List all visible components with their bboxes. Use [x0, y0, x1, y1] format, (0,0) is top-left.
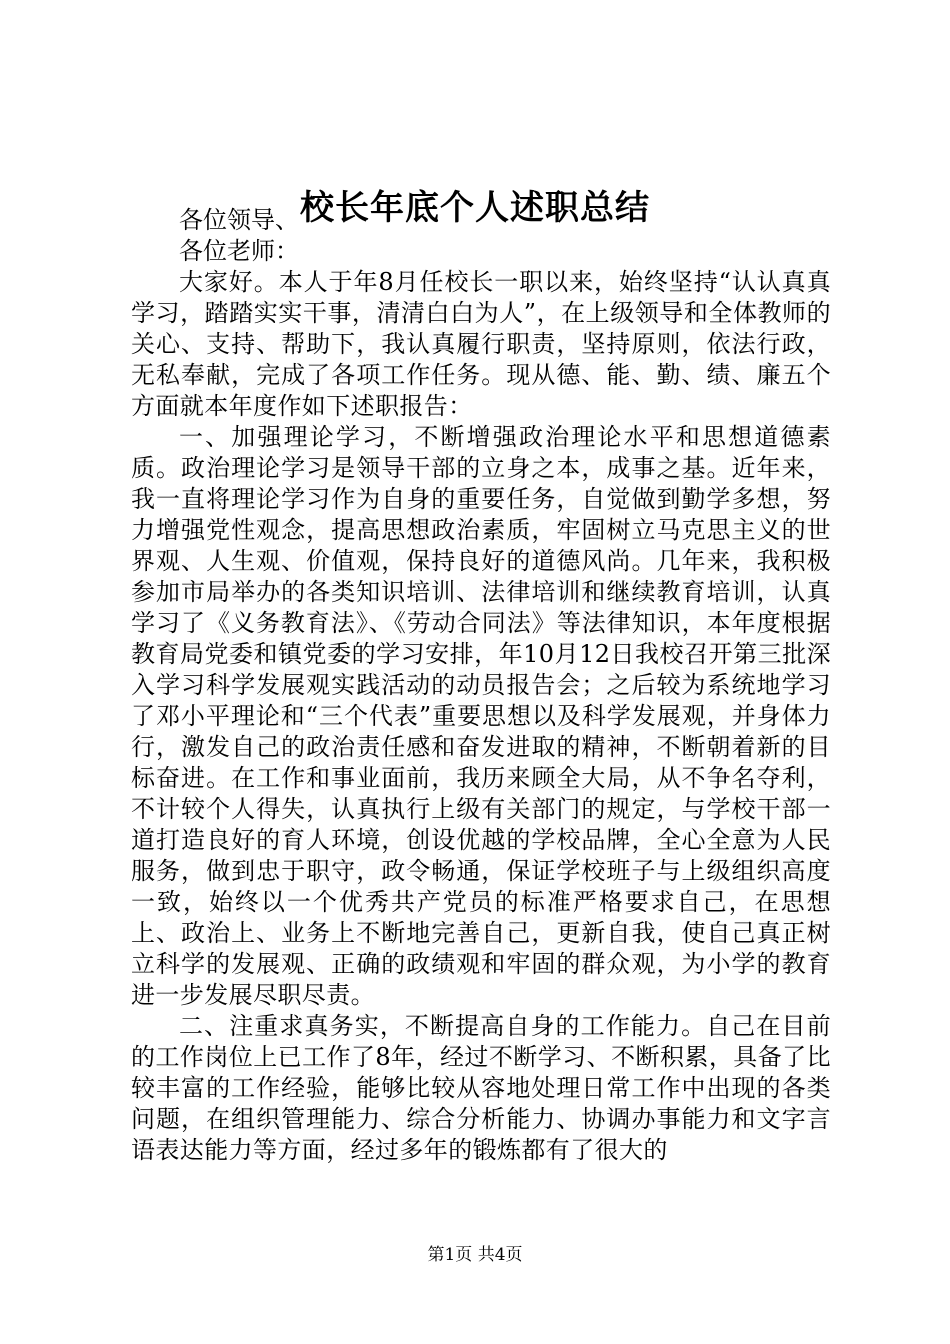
- document-body: [131, 205, 831, 1166]
- salutation-teachers: 各位老师：: [179, 237, 299, 265]
- paragraph-intro: 大家好。本人于年8月任校长一职以来，始终坚持“认认真真学习，踏踏实实干事，清清白白为人”，在上级领导和全体教师的关心、支持、帮助下，我认真履行职责，坚持原则，依法行政，无私奉献，完成了各项工作任务。现从德、能、勤、绩、廉五个方面就本年度作如下述职报告：: [131, 268, 831, 420]
- paragraph-theory-study: 一、加强理论学习，不断增强政治理论水平和思想道德素质。政治理论学习是领导干部的立身之本，成事之基。近年来，我一直将理论学习作为自身的重要任务，自觉做到勤学多想，努力增强党性观念，提高思想政治素质，牢固树立马克思主义的世界观、人生观、价值观，保持良好的道德风尚。几年来，我积极参加市局举办的各类知识培训、法律培训和继续教育培训，认真学习了《义务教育法》、《劳动合同法》等法律知识，本年度根据教育局党委和镇党委的学习安排，年10月12日我校召开第三批深入学习科学发展观实践活动的动员报告会；之后较为系统地学习了邓小平理论和“三个代表”重要思想以及科学发展观，并身体力行，激发自己的政治责任感和奋发进取的精神，不断朝着新的目标奋进。在工作和事业面前，我历来顾全大局，从不争名夺利，不计较个人得失，认真执行上级有关部门的规定，与学校干部一道打造良好的育人环境，创设优越的学校品牌，全心全意为人民服务，做到忠于职守，政令畅通，保证学校班子与上级组织高度一致，始终以一个优秀共产党员的标准严格要求自己，在思想上、政治上、业务上不断地完善自己，更新自我，使自己真正树立科学的发展观、正确的政绩观和牢固的群众观，为小学的教育进一步发展尽职尽责。: [131, 423, 831, 1009]
- salutation-leaders: 各位领导、: [179, 206, 299, 234]
- document-title: 校长年底个人述职总结: [300, 188, 650, 228]
- paragraph-work-ability: 二、注重求真务实，不断提高自身的工作能力。自己在目前的工作岗位上已工作了8年，经过不断学习、不断积累，具备了比较丰富的工作经验，能够比较从容地处理日常工作中出现的各类问题，在组织管理能力、综合分析能力、协调办事能力和文字言语表达能力等方面，经过多年的锻炼都有了很大的: [131, 1012, 831, 1164]
- page-footer: 第1页 共4页: [427, 1245, 523, 1265]
